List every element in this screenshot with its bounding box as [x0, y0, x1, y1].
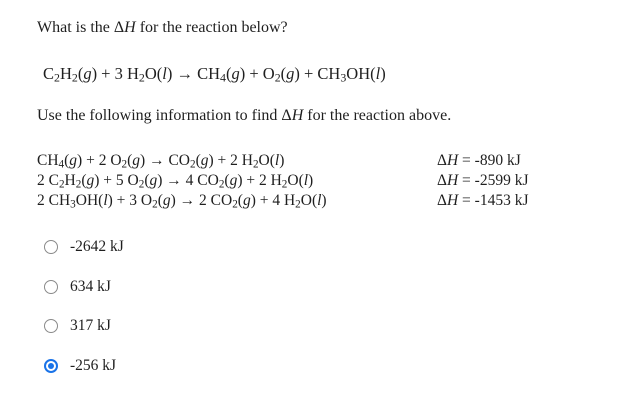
radio-button[interactable] — [44, 359, 58, 373]
option-label: -2642 kJ — [70, 238, 124, 255]
radio-button[interactable] — [44, 240, 58, 254]
equation-text: 2 $C_2H_2(g) + 5$ $O_2(g) \to 4$ $CO_2(g) + 2$ $H_2O(l)$ — [37, 172, 314, 191]
enthalpy-text: ΔH = -1453 kJ — [437, 192, 529, 209]
given-equation-3 — [37, 192, 327, 210]
instruction-rich: Use the following information to find ΔH for the reaction above. — [37, 107, 452, 124]
equation-text: 2 $CH_3OH(l) + 3$ $O_2(g) \to 2$ $CO_2(g) + 4$ $H_2O(l)$ — [37, 192, 327, 211]
option-label: 634 kJ — [70, 278, 111, 295]
option-label: -256 kJ — [70, 357, 117, 374]
radio-button[interactable] — [44, 319, 58, 333]
answer-option-1[interactable] — [44, 238, 124, 256]
enthalpy-value-3 — [437, 192, 528, 210]
radio-button[interactable] — [44, 280, 58, 294]
question-rich: What is the ΔH for the reaction below? — [37, 19, 288, 36]
instruction-text — [37, 107, 451, 125]
target-reaction — [43, 64, 386, 84]
enthalpy-text: ΔH = -890 kJ — [437, 152, 521, 169]
answer-option-3[interactable] — [44, 317, 111, 335]
enthalpy-value-2 — [437, 172, 528, 190]
answer-option-4[interactable] — [44, 357, 116, 375]
equation-text: $CH_4(g) + 2$ $O_2(g) \to CO_2(g) + 2$ $H_2O(l)$ — [37, 152, 285, 171]
given-equation-2 — [37, 172, 313, 190]
enthalpy-text: ΔH = -2599 kJ — [437, 172, 529, 189]
option-label: 317 kJ — [70, 317, 111, 334]
target-reaction-text: $C_2H_2(g) + 3$ $H_2O(l) \to CH_4(g) + O_2(g) + CH_3OH(l)$ — [43, 64, 386, 85]
question-text — [37, 19, 288, 37]
answer-option-2[interactable] — [44, 278, 111, 296]
enthalpy-value-1 — [437, 152, 521, 170]
given-equation-1 — [37, 152, 284, 170]
